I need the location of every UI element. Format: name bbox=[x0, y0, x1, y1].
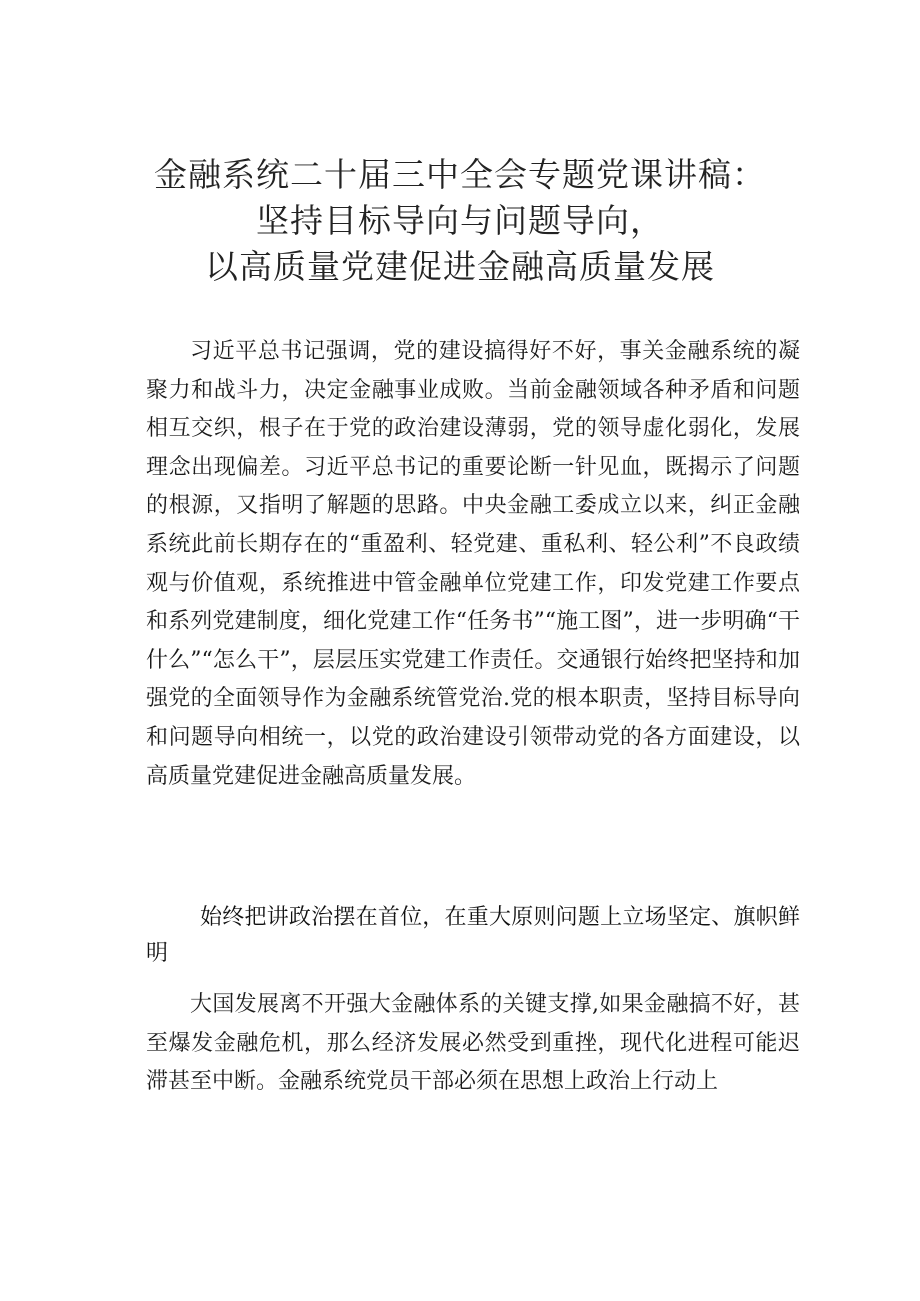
title-line-2: 坚持目标导向与问题导向， bbox=[256, 201, 664, 240]
section-heading: 始终把讲政治摆在首位，在重大原则问题上立场坚定、旗帜鲜明 bbox=[146, 905, 800, 966]
title-line-3: 以高质量党建促进金融高质量发展 bbox=[205, 247, 715, 286]
intro-paragraph: 习近平总书记强调，党的建设搞得好不好，事关金融系统的凝聚力和战斗力，决定金融事业成败。当前金融领域各种矛盾和问题相互交织，根子在于党的政治建设薄弱，党的领导虚化弱化，发展理念出现偏差。习近平总书记的重要论断一针见血，既揭示了问题的根源，又指明了解题的思路。中央金融工委成立以来，纠正金融系统此前长期存在的“重盈利、轻党建、重私利、轻公利”不良政绩观与价值观，系统推进中管金融单位党建工作，印发党建工作要点和系列党建制度，细化党建工作“任务书”“施工图”，进一步明确“干什么”“怎么干”，层层压实党建工作责任。交通银行始终把坚持和加强党的全面领导作为金融系统管党治.党的根本职责，坚持目标导向和问题导向相统一，以党的政治建设引领带动党的各方面建设，以高质量党建促进金融高质量发展。 bbox=[146, 339, 800, 789]
title-line-1: 金融系统二十届三中全会专题党课讲稿： bbox=[154, 155, 766, 194]
document-title bbox=[60, 152, 860, 290]
section-paragraph: 大国发展离不开强大金融体系的关键支撑,如果金融搞不好，甚至爆发金融危机，那么经济发展必然受到重挫，现代化进程可能迟滞甚至中断。金融系统党员干部必须在思想上政治上行动上 bbox=[146, 992, 800, 1095]
